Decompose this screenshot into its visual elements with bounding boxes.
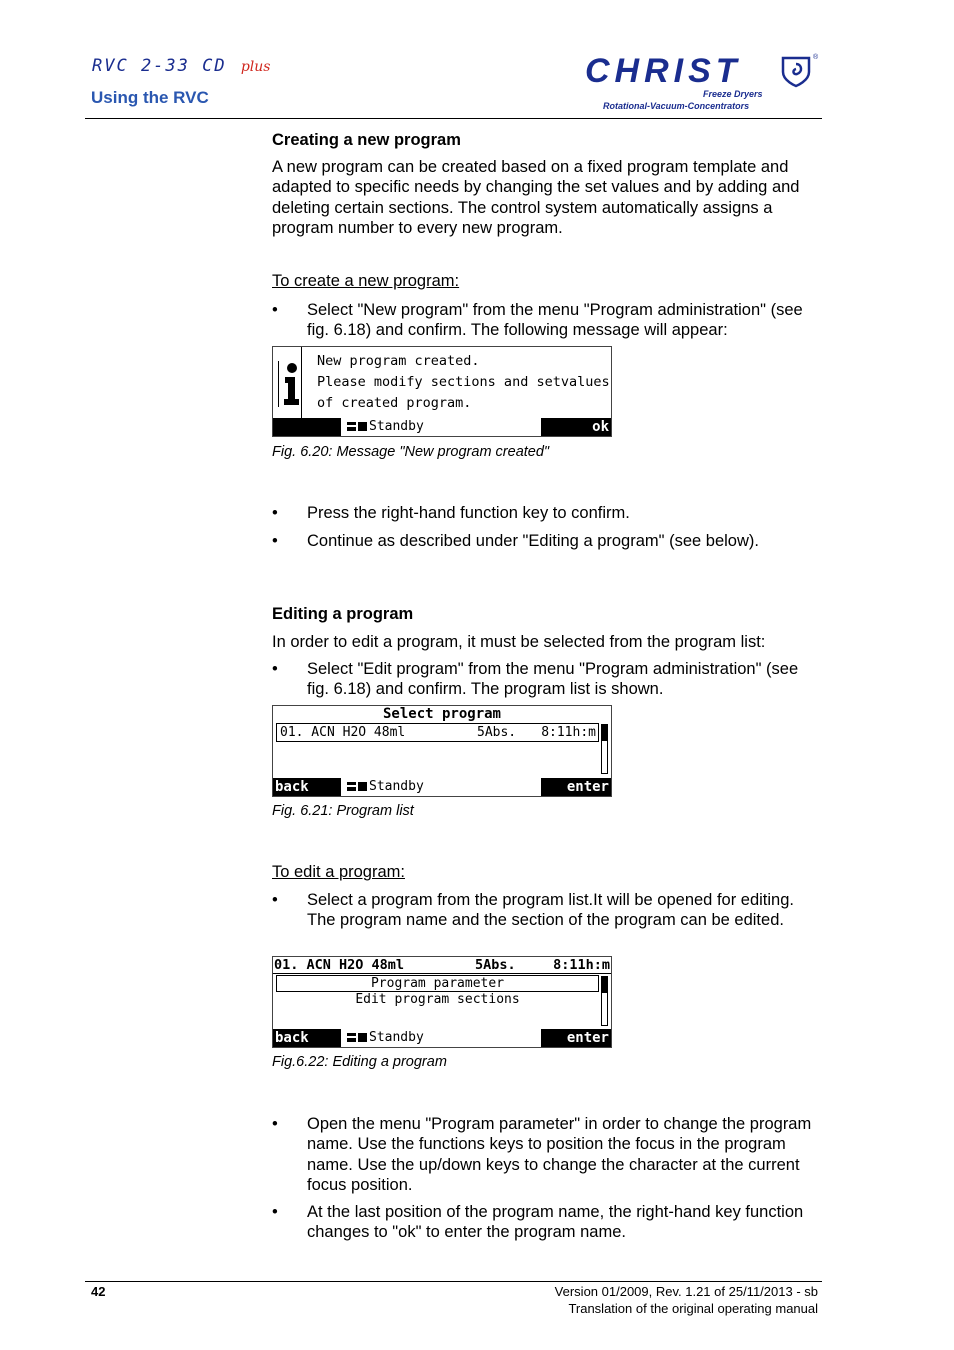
christ-logo: [585, 52, 821, 116]
lcd-message-new-program: [272, 346, 612, 437]
program-name: 01. ACN H2O 48ml: [274, 957, 405, 973]
status-standby: [347, 418, 424, 436]
product-brand: [92, 56, 270, 76]
status-square-icon: [358, 422, 367, 431]
header-line: [273, 973, 611, 974]
lcd-program-list: [272, 705, 612, 797]
status-label: Standby: [369, 419, 424, 434]
logo-subtitle-rvc: Rotational-Vacuum-Concentrators: [603, 101, 750, 111]
status-standby: [347, 778, 424, 796]
battery-icon: [347, 1033, 356, 1042]
scrollbar[interactable]: [601, 976, 608, 1026]
ok-key[interactable]: ok: [541, 418, 611, 436]
bullet-marker: •: [272, 891, 278, 909]
bullet-marker: •: [272, 301, 278, 319]
footer-translation: Translation of the original operating manual: [568, 1301, 818, 1316]
scrollbar[interactable]: [601, 724, 608, 774]
enter-key[interactable]: enter: [541, 778, 611, 796]
status-square-icon: [358, 782, 367, 791]
howto-create: To create a new program:: [272, 272, 460, 290]
heading-new-program: Creating a new program: [272, 131, 461, 149]
status-square-icon: [358, 1033, 367, 1042]
message-line: New program created.: [317, 353, 480, 369]
logo-wordmark: CHRIST: [585, 52, 742, 90]
brand-plus: plus: [240, 59, 271, 75]
caption-fig-6-20: Fig. 6.20: Message "New program created": [272, 444, 550, 460]
program-name: 01. ACN H2O 48ml: [280, 725, 406, 740]
bullet-select-new-program: Select "New program" from the menu "Program administration" (see fig. 6.18) and confirm. The following message will appear:: [307, 301, 803, 340]
bullet-select-from-list: Select a program from the program list.It will be opened for editing. The program name and the section of the program can be edited.: [307, 891, 794, 930]
page-number: 42: [91, 1284, 106, 1299]
bullet-last-position: At the last position of the program name, the right-hand key function changes to "ok" to enter the program name.: [307, 1203, 804, 1242]
left-function-key[interactable]: [273, 418, 341, 436]
bullet-marker: •: [272, 1115, 278, 1133]
bullet-marker: •: [272, 1203, 278, 1221]
bullet-continue: Continue as described under "Editing a program" (see below).: [307, 532, 759, 550]
program-list-row[interactable]: [276, 723, 599, 742]
message-line: Please modify sections and setvalues: [317, 374, 610, 390]
program-duration: 8:11h:m: [553, 957, 610, 973]
bullet-marker: •: [272, 660, 278, 678]
status-label: Standby: [369, 1030, 424, 1045]
bullet-select-edit-program: Select "Edit program" from the menu "Program administration" (see fig. 6.18) and confirm. The program list is shown.: [307, 660, 799, 699]
paragraph-editing: In order to edit a program, it must be selected from the program list:: [272, 633, 766, 651]
status-label: Standby: [369, 779, 424, 794]
caption-fig-6-21: Fig. 6.21: Program list: [272, 803, 414, 819]
bullet-marker: •: [272, 532, 278, 550]
back-key[interactable]: back: [273, 1029, 341, 1047]
status-standby: [347, 1029, 424, 1047]
battery-icon: [347, 422, 356, 431]
shield-logo-icon: [781, 56, 811, 88]
lcd-function-bar: [273, 418, 611, 436]
section-title: Using the RVC: [91, 88, 209, 107]
caption-fig-6-22: Fig.6.22: Editing a program: [272, 1054, 447, 1070]
program-sections: 5Abs.: [475, 957, 516, 973]
logo-subtitle-freeze: Freeze Dryers: [703, 89, 763, 99]
footer-version: Version 01/2009, Rev. 1.21 of 25/11/2013 - sb: [554, 1284, 818, 1299]
bullet-press-confirm: Press the right-hand function key to confirm.: [307, 504, 630, 522]
menu-item-program-parameter[interactable]: Program parameter: [276, 975, 599, 992]
scrollbar-thumb[interactable]: [602, 725, 607, 741]
program-sections: 5Abs.: [477, 725, 517, 740]
registered-mark: ®: [813, 54, 819, 61]
bullet-marker: •: [272, 504, 278, 522]
lcd-function-bar: [273, 778, 611, 796]
bullet-program-parameter: Open the menu "Program parameter" in order to change the program name. Use the functions keys to position the focus in the program name. Use the up/down keys to change the character at the current focus position.: [307, 1115, 812, 1194]
lcd-divider: [301, 347, 302, 418]
lcd-edit-program: [272, 956, 612, 1048]
battery-icon: [347, 782, 356, 791]
enter-key[interactable]: enter: [541, 1029, 611, 1047]
paragraph-new-program: A new program can be created based on a fixed program template and adapted to specific needs by changing the set values and by adding and deleting certain sections. The control system automatically assigns a program number to every new program.: [272, 158, 800, 237]
brand-name: RVC 2-33 CD: [92, 56, 227, 76]
lcd-function-bar: [273, 1029, 611, 1047]
lcd-title: Select program: [382, 706, 501, 722]
message-line: of created program.: [317, 395, 472, 411]
menu-item-edit-sections[interactable]: Edit program sections: [355, 992, 520, 1007]
program-duration: 8:11h:m: [541, 725, 596, 740]
header-divider: [85, 118, 822, 119]
program-header: [273, 957, 611, 973]
footer-divider: [85, 1281, 822, 1282]
howto-edit: To edit a program:: [272, 863, 405, 881]
scrollbar-thumb[interactable]: [602, 977, 607, 993]
heading-editing-program: Editing a program: [272, 605, 414, 623]
back-key[interactable]: back: [273, 778, 341, 796]
message-text: [317, 351, 610, 414]
